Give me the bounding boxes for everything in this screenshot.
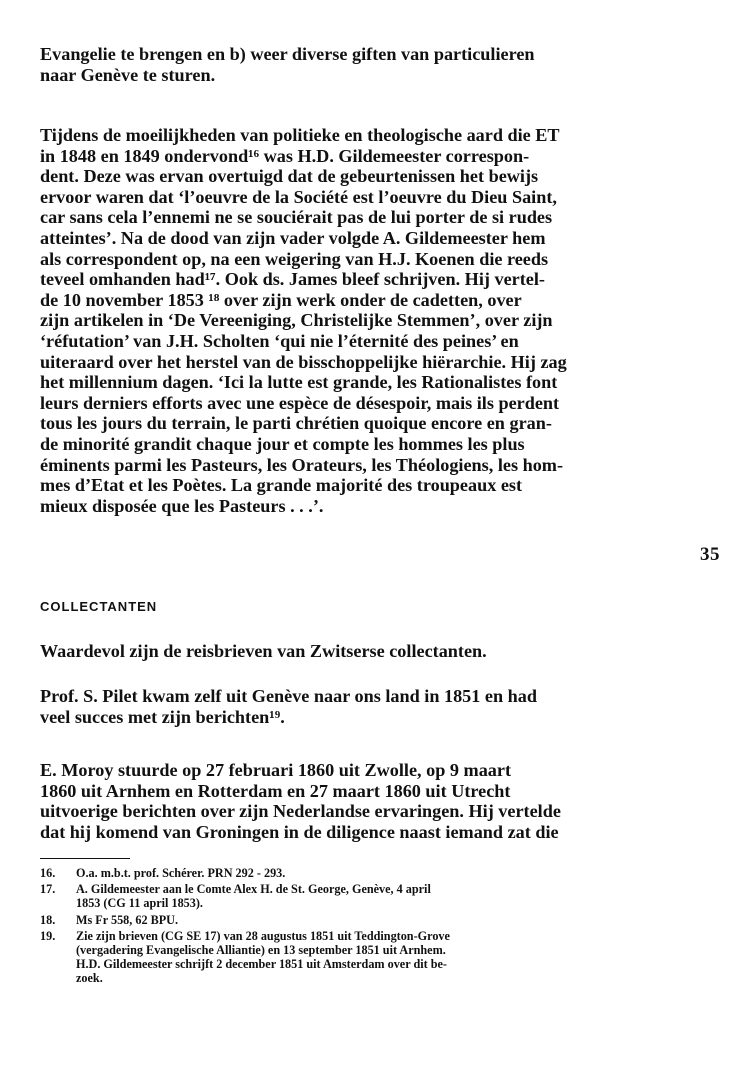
footnote-divider bbox=[40, 858, 130, 859]
paragraph-pilet: Prof. S. Pilet kwam zelf uit Genève naar ons land in 1851 en had veel succes met zijn berichten¹⁹. bbox=[40, 686, 537, 727]
paragraph-correspondence: Tijdens de moeilijkheden van politieke en theologische aard die ET in 1848 en 1849 ondervond¹⁶ was H.D. Gildemeester correspon- dent. Deze was ervan overtuigd dat de gebeurtenissen het bewijs ervoor waren dat ‘l’oeuvre de la Société est l’oeuvre du Dieu Saint, car sans cela l’ennemi ne se souciérait pas de lui porter de si rudes atteintes’. Na de dood van zijn vader volgde A. Gildemeester hem als correspondent op, na een weigering van H.J. Koenen die reeds teveel omhanden had¹⁷. Ook ds. James bleef schrijven. Hij vertel- de 10 november 1853 ¹⁸ over zijn werk onder de cadetten, over zijn artikelen in ‘De Vereeniging, Christelijke Stemmen’, over zijn ‘réfutation’ van J.H. Scholten ‘qui nie l’éternité des peines’ en uiteraard over het herstel van de bisschoppelijke hiërarchie. Hij zag het millennium dagen. ‘Ici la lutte est grande, les Rationalistes font leurs derniers efforts avec une espèce de désespoir, mais ils perdent tous les jours du terrain, le parti chrétien quoique encore en gran- de minorité grandit chaque jour et compte les hommes les plus éminents parmi les Pasteurs, les Orateurs, les Théologiens, les hom- mes d’Etat et les Poètes. La grande majorité des troupeaux est mieux disposée que les Pasteurs . . .’. bbox=[40, 125, 567, 516]
footnote-number: 18. bbox=[40, 912, 56, 927]
footnote-item bbox=[40, 929, 640, 986]
footnote-item bbox=[40, 882, 640, 910]
footnote-item bbox=[40, 866, 640, 880]
footnotes-list bbox=[40, 866, 640, 988]
paragraph-reisbrieven: Waardevol zijn de reisbrieven van Zwitserse collectanten. bbox=[40, 641, 487, 661]
footnote-text: O.a. m.b.t. prof. Schérer. PRN 292 - 293. bbox=[76, 866, 286, 880]
page-number: 35 bbox=[700, 544, 720, 565]
section-heading-collectanten: COLLECTANTEN bbox=[40, 599, 158, 614]
footnote-number: 17. bbox=[40, 882, 56, 897]
paragraph-moroy: E. Moroy stuurde op 27 februari 1860 uit Zwolle, op 9 maart 1860 uit Arnhem en Rotterdam en 27 maart 1860 uit Utrecht uitvoerige berichten over zijn Nederlandse ervaringen. Hij vertelde dat hij komend van Groningen in de diligence naast iemand zat die bbox=[40, 760, 561, 842]
footnote-number: 19. bbox=[40, 928, 56, 943]
footnote-text: Ms Fr 558, 62 BPU. bbox=[76, 912, 179, 927]
footnote-number: 16. bbox=[40, 866, 56, 880]
footnote-text: A. Gildemeester aan le Comte Alex H. de St. George, Genève, 4 april 1853 (CG 11 april 1853). bbox=[76, 882, 431, 911]
footnote-item bbox=[40, 913, 640, 927]
footnote-text: Zie zijn brieven (CG SE 17) van 28 augustus 1851 uit Teddington-Grove (vergadering Evangelische Alliantie) en 13 september 1851 uit Arnhem. H.D. Gildemeester schrijft 2 december 1851 uit Amsterdam over dit be- zoek. bbox=[76, 928, 450, 986]
paragraph-intro: Evangelie te brengen en b) weer diverse giften van particulieren naar Genève te sturen. bbox=[40, 44, 535, 85]
